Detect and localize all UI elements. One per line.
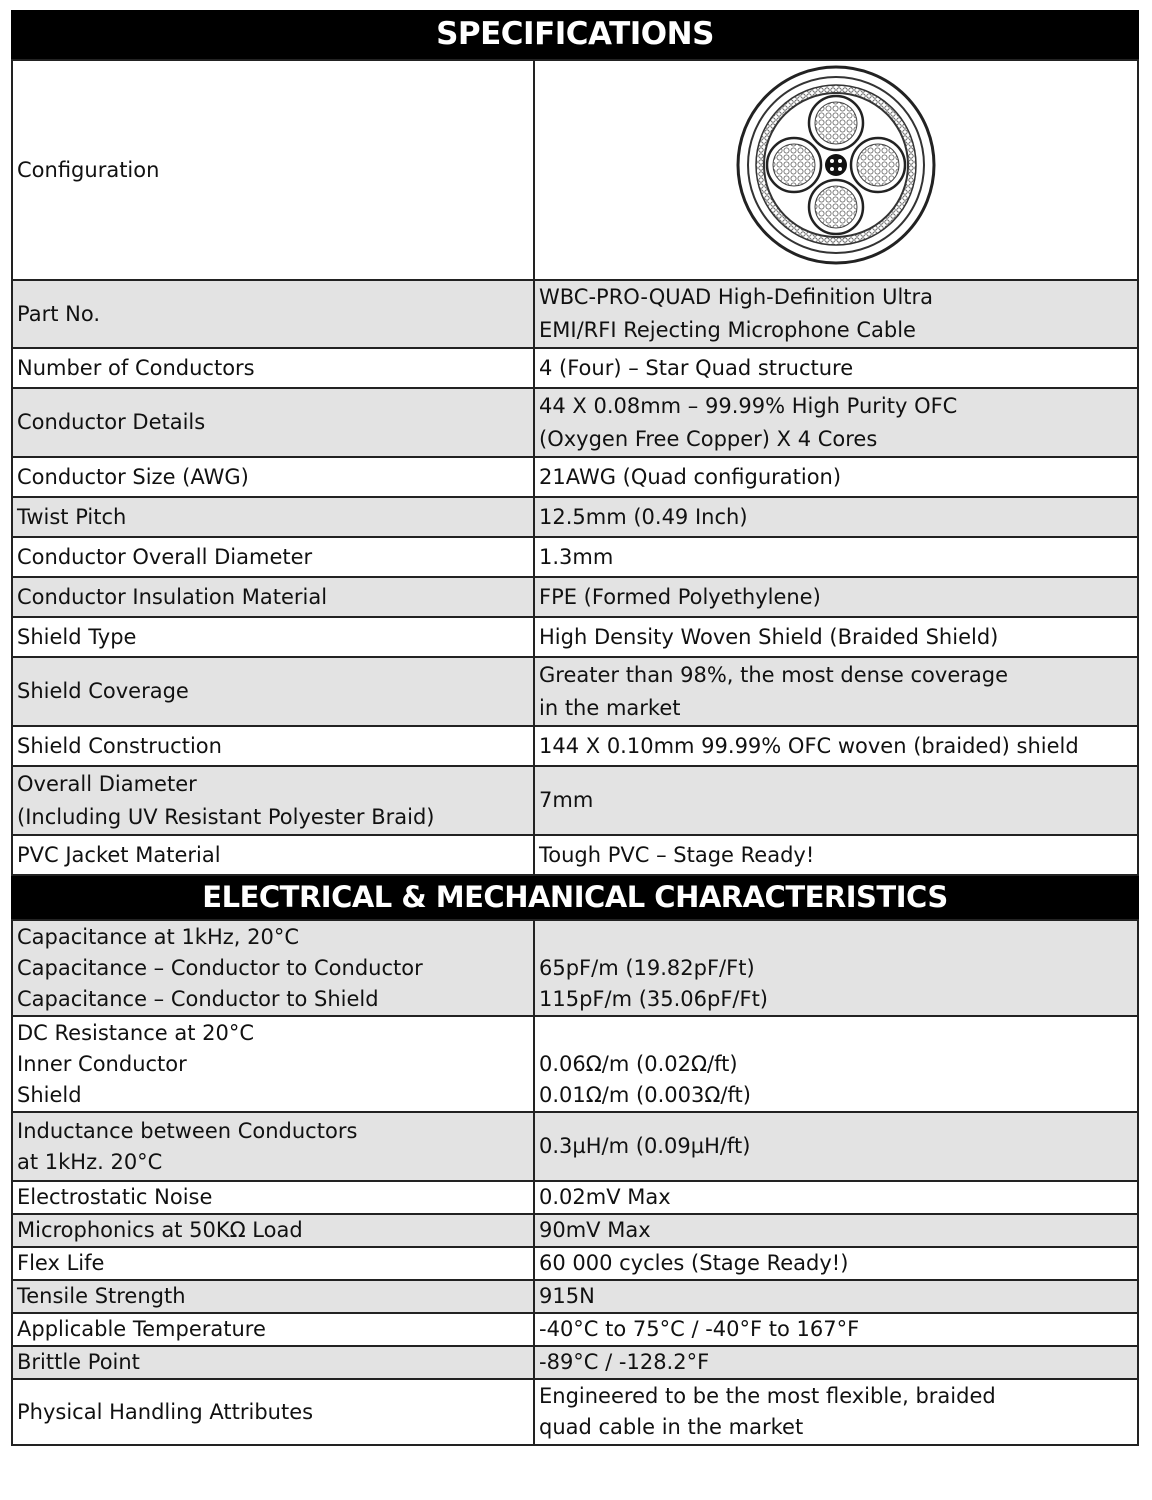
label-line: Capacitance – Conductor to Shield: [17, 986, 379, 1011]
value-line: FPE (Formed Polyethylene): [539, 584, 821, 609]
value-line: Tough PVC – Stage Ready!: [539, 842, 815, 867]
row-label: [12, 1214, 534, 1247]
label-line: Shield: [17, 1082, 82, 1107]
row-value: [534, 726, 1138, 766]
label-line: Shield Coverage: [17, 679, 189, 703]
row-label: [12, 280, 534, 348]
value-line: 0.02mV Max: [539, 1185, 671, 1209]
value-line: WBC-PRO-QUAD High-Definition Ultra: [539, 285, 934, 309]
value-line: 915N: [539, 1284, 595, 1308]
label-line: Physical Handling Attributes: [17, 1399, 314, 1424]
row-value: [534, 1214, 1138, 1247]
value-line: 1.3mm: [539, 544, 614, 569]
label-line: DC Resistance at 20°C: [17, 1020, 255, 1045]
value-line: (Oxygen Free Copper) X 4 Cores: [539, 426, 878, 451]
label-line: Part No.: [17, 301, 100, 326]
label-line: Microphonics at 50KΩ Load: [17, 1218, 303, 1242]
value-line: [539, 922, 1133, 953]
spec-row: [12, 1313, 1138, 1346]
row-label: [12, 766, 534, 835]
row-label: [12, 1346, 534, 1379]
spec-row: [12, 577, 1138, 617]
row-value: [534, 617, 1138, 657]
row-label: [12, 1181, 534, 1214]
row-value: [534, 766, 1138, 835]
row-label: [12, 388, 534, 457]
star-quad-cable-cross-section-icon: [734, 63, 938, 267]
row-value: [534, 1313, 1138, 1346]
label-line: Inner Conductor: [17, 1051, 187, 1076]
spec-row: [12, 1346, 1138, 1379]
row-label: [12, 1280, 534, 1313]
specifications-header: SPECIFICATIONS: [11, 10, 1139, 59]
row-label: [12, 497, 534, 537]
value-line: 90mV Max: [539, 1218, 651, 1242]
value-line: Engineered to be the most flexible, braided: [539, 1384, 996, 1408]
spec-row: [12, 1016, 1138, 1112]
spec-row: [12, 920, 1138, 1016]
label-line: Inductance between Conductors: [17, 1118, 358, 1143]
spec-row: [12, 388, 1138, 457]
label-line: Twist Pitch: [17, 504, 127, 529]
value-line: -40°C to 75°C / -40°F to 167°F: [539, 1317, 860, 1341]
label-line: Overall Diameter: [17, 771, 197, 796]
label-line: Shield Type: [17, 624, 137, 649]
row-label: [12, 577, 534, 617]
label-line: Conductor Insulation Material: [17, 584, 328, 609]
value-line: 115pF/m (35.06pF/Ft): [539, 986, 769, 1011]
spec-row: [12, 657, 1138, 726]
spec-row: [12, 1247, 1138, 1280]
row-label: [12, 1379, 534, 1445]
label-line: Conductor Overall Diameter: [17, 544, 313, 569]
value-line: 12.5mm (0.49 Inch): [539, 504, 748, 529]
spec-row: [12, 537, 1138, 577]
row-label: [12, 920, 534, 1016]
row-label: [12, 657, 534, 726]
value-line: 4 (Four) – Star Quad structure: [539, 355, 854, 380]
label-line: Flex Life: [17, 1251, 105, 1275]
spec-row: [12, 497, 1138, 537]
label-line: Capacitance – Conductor to Conductor: [17, 955, 423, 980]
value-line: EMI/RFI Rejecting Microphone Cable: [539, 318, 916, 342]
row-value: [534, 388, 1138, 457]
row-value: [534, 920, 1138, 1016]
label-line: Shield Construction: [17, 733, 222, 758]
value-line: 0.3µH/m (0.09µH/ft): [539, 1134, 751, 1158]
row-value: [534, 537, 1138, 577]
label-line: Applicable Temperature: [17, 1317, 266, 1341]
label-line: at 1kHz. 20°C: [17, 1149, 163, 1174]
spec-row: [12, 617, 1138, 657]
row-label: [12, 348, 534, 388]
electrical-mechanical-header: ELECTRICAL & MECHANICAL CHARACTERISTICS: [11, 876, 1139, 919]
value-line: 7mm: [539, 788, 594, 812]
value-line: 0.06Ω/m (0.02Ω/ft): [539, 1051, 738, 1076]
label-line: Capacitance at 1kHz, 20°C: [17, 924, 300, 949]
value-line: 44 X 0.08mm – 99.99% High Purity OFC: [539, 393, 958, 418]
row-label: [12, 1112, 534, 1181]
value-line: 0.01Ω/m (0.003Ω/ft): [539, 1082, 751, 1107]
spec-row: [12, 348, 1138, 388]
label-line: Brittle Point: [17, 1350, 140, 1374]
row-label: [12, 617, 534, 657]
row-value: [534, 1181, 1138, 1214]
label-line: Electrostatic Noise: [17, 1185, 213, 1209]
spec-row: [12, 1181, 1138, 1214]
row-value: [534, 280, 1138, 348]
value-line: Greater than 98%, the most dense coverage: [539, 662, 1009, 687]
value-line: quad cable in the market: [539, 1415, 804, 1439]
spec-row: [12, 726, 1138, 766]
spec-row: [12, 1112, 1138, 1181]
row-label: [12, 457, 534, 497]
spec-row: [12, 1214, 1138, 1247]
spec-sheet: [11, 10, 1139, 1446]
value-line: 60 000 cycles (Stage Ready!): [539, 1251, 849, 1275]
label-line: (Including UV Resistant Polyester Braid): [17, 804, 435, 829]
row-value: [534, 457, 1138, 497]
row-value: [534, 1247, 1138, 1280]
row-label: [12, 537, 534, 577]
row-value: [534, 1379, 1138, 1445]
value-line: -89°C / -128.2°F: [539, 1350, 710, 1374]
row-label: [12, 1016, 534, 1112]
electrical-mechanical-table: [11, 919, 1139, 1446]
row-value: [534, 1016, 1138, 1112]
label-line: Conductor Size (AWG): [17, 464, 249, 489]
configuration-row: [12, 60, 1138, 280]
spec-row: [12, 1280, 1138, 1313]
spec-row: [12, 766, 1138, 835]
row-value: [534, 348, 1138, 388]
row-label: [12, 835, 534, 875]
label-line: Tensile Strength: [17, 1284, 186, 1308]
spec-row: [12, 280, 1138, 348]
row-label: [12, 1313, 534, 1346]
label-line: Number of Conductors: [17, 355, 255, 380]
value-line: High Density Woven Shield (Braided Shield): [539, 624, 999, 649]
row-value: [534, 1280, 1138, 1313]
spec-row: [12, 835, 1138, 875]
configuration-label: Configuration: [12, 60, 534, 280]
value-line: in the market: [539, 695, 681, 720]
row-label: [12, 726, 534, 766]
value-line: 65pF/m (19.82pF/Ft): [539, 955, 755, 980]
row-value: [534, 497, 1138, 537]
configuration-image: [534, 60, 1138, 280]
label-line: PVC Jacket Material: [17, 842, 221, 867]
row-value: [534, 577, 1138, 617]
row-label: [12, 1247, 534, 1280]
spec-row: [12, 1379, 1138, 1445]
row-value: [534, 835, 1138, 875]
spec-row: [12, 457, 1138, 497]
specifications-table: [11, 59, 1139, 876]
value-line: 21AWG (Quad configuration): [539, 464, 842, 489]
value-line: 144 X 0.10mm 99.99% OFC woven (braided) shield: [539, 733, 1079, 758]
value-line: [539, 1018, 1133, 1049]
label-line: Conductor Details: [17, 410, 206, 434]
row-value: [534, 1346, 1138, 1379]
row-value: [534, 1112, 1138, 1181]
row-value: [534, 657, 1138, 726]
